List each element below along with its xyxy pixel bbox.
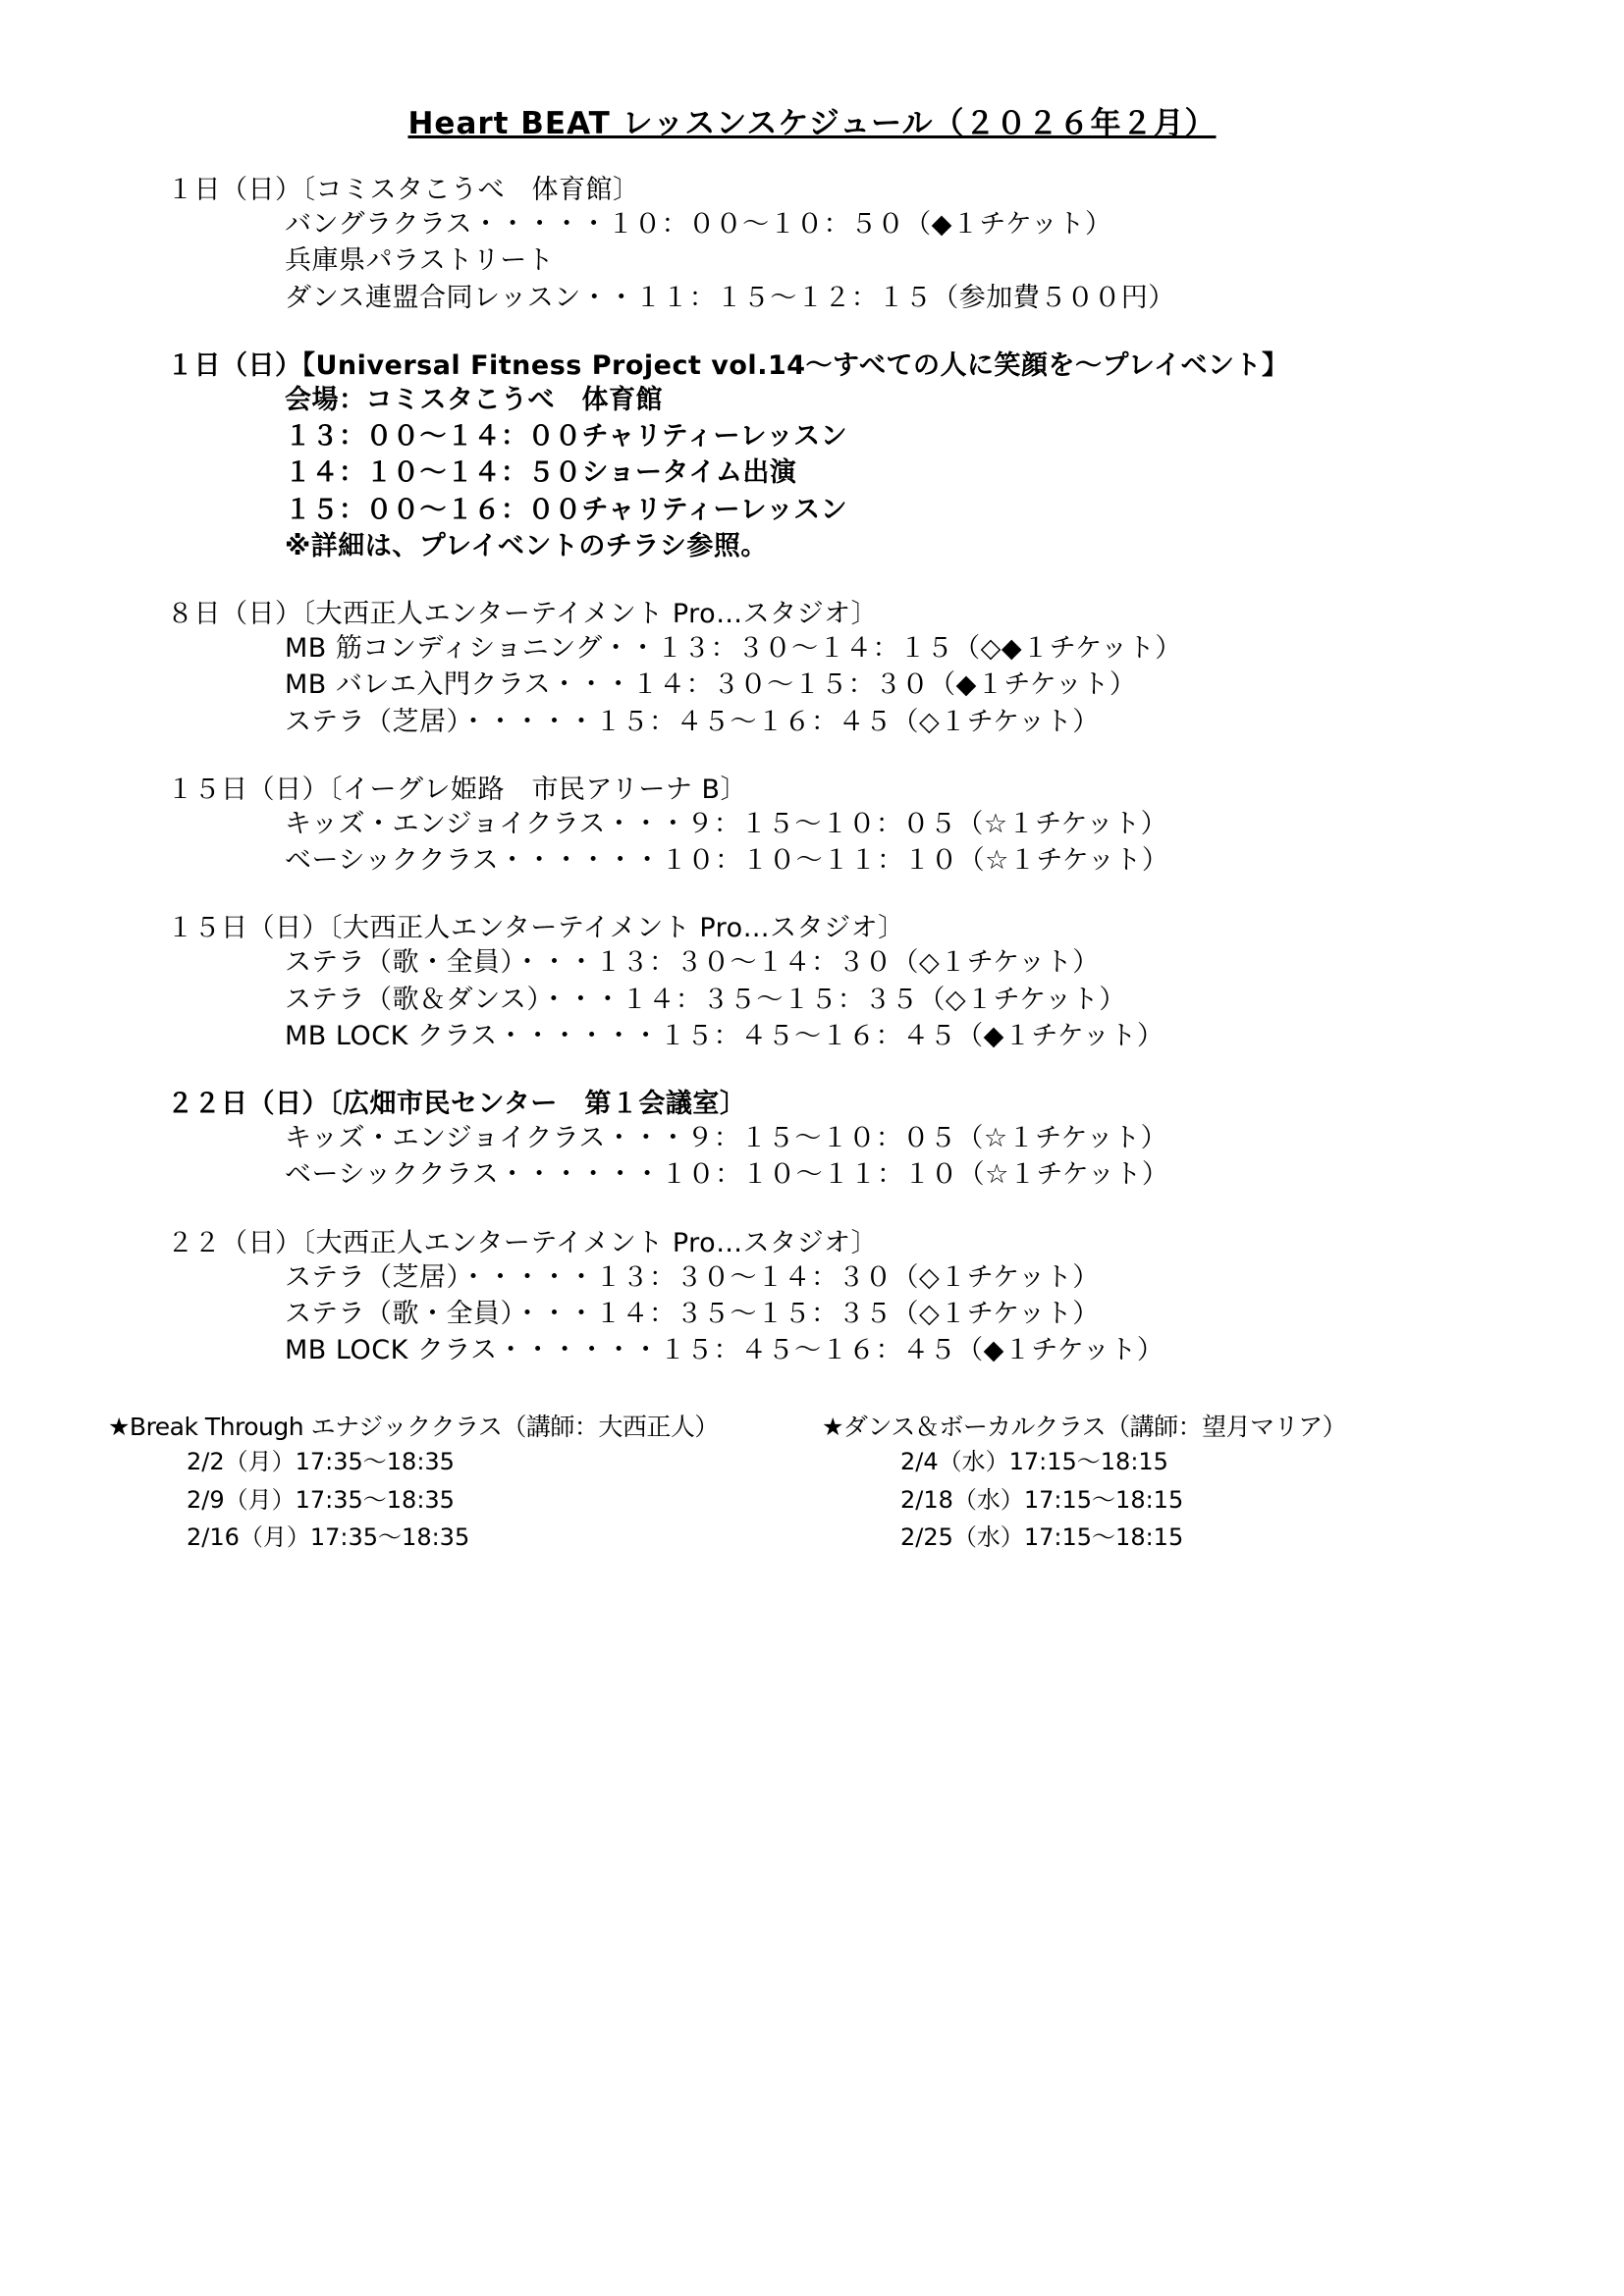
schedule-entry: ダンス連盟合同レッスン・・１１：１５〜１２：１５（参加費５００円） [285, 282, 1175, 313]
schedule-entry: MB バレエ入門クラス・・・１４：３０〜１５：３０（◆１チケット） [285, 669, 1137, 701]
schedule-entry: １３：００〜１４：００チャリティーレッスン [285, 421, 848, 452]
schedule-block [88, 344, 1536, 564]
weekly-class-cell: 2/25（水）17:15〜18:15 [900, 1523, 1184, 1552]
weekly-class-cell: 2/9（月）17:35〜18:35 [187, 1485, 455, 1514]
schedule-entry: バングラクラス・・・・・１０：００〜１０：５０（◆１チケット） [285, 209, 1112, 240]
weekly-class-row [108, 1481, 1536, 1519]
schedule-entry: MB LOCK クラス・・・・・・１５：４５〜１６：４５（◆１チケット） [285, 1020, 1164, 1051]
schedule-entry: ステラ（歌・全員）・・・１３：３０〜１４：３０（◇１チケット） [285, 947, 1100, 979]
schedule-entry: ステラ（歌・全員）・・・１４：３５〜１５：３５（◇１チケット） [285, 1298, 1100, 1329]
schedule-entry: ベーシッククラス・・・・・・１０：１０〜１１：１０（☆１チケット） [285, 845, 1169, 876]
schedule-block [88, 592, 1536, 740]
schedule-entry: １４：１０〜１４：５０ショータイム出演 [285, 457, 797, 489]
weekly-class-heading-right: ★ダンス＆ボーカルクラス（講師：望月マリア） [822, 1413, 1347, 1442]
weekly-class-section [88, 1408, 1536, 1556]
page-title: Heart BEAT レッスンスケジュール（２０２６年２月） [407, 106, 1217, 141]
weekly-class-row [108, 1519, 1536, 1556]
schedule-entry: キッズ・エンジョイクラス・・・９：１５〜１０：０５（☆１チケット） [285, 808, 1168, 839]
schedule-block-heading: １日（日）〔コミスタこうべ 体育館〕 [167, 175, 640, 205]
schedule-entry: ベーシッククラス・・・・・・１０：１０〜１１：１０（☆１チケット） [285, 1159, 1169, 1191]
schedule-block-heading: ２２（日）〔大西正人エンターテイメント Pro…スタジオ〕 [167, 1227, 879, 1258]
schedule-entry: MB 筋コンディショニング・・１３：３０〜１４：１５（◇◆１チケット） [285, 633, 1182, 664]
schedule-block [88, 1082, 1536, 1194]
weekly-class-heading-left: ★Break Through エナジッククラス（講師：大西正人） [108, 1413, 719, 1442]
schedule-block-heading: １５日（日）〔大西正人エンターテイメント Pro…スタジオ〕 [167, 913, 905, 944]
schedule-block [88, 906, 1536, 1054]
schedule-block-heading: １５日（日）〔イーグレ姫路 市民アリーナ B〕 [167, 774, 748, 805]
weekly-class-cell: 2/2（月）17:35〜18:35 [187, 1448, 455, 1476]
schedule-block [88, 1221, 1536, 1369]
schedule-block-heading: ８日（日）〔大西正人エンターテイメント Pro…スタジオ〕 [167, 599, 879, 629]
schedule-entry: ステラ（歌＆ダンス）・・・１４：３５〜１５：３５（◇１チケット） [285, 984, 1126, 1015]
weekly-class-cell: 2/16（月）17:35〜18:35 [187, 1523, 470, 1552]
schedule-entry: ステラ（芝居）・・・・・１３：３０〜１４：３０（◇１チケット） [285, 1261, 1100, 1293]
schedule-block [88, 168, 1536, 316]
schedule-entry: 兵庫県パラストリート [285, 245, 555, 277]
schedule-block-heading: ２２日（日）〔広畑市民センター 第１会議室〕 [167, 1089, 747, 1119]
weekly-class-row [108, 1443, 1536, 1480]
schedule-entry: キッズ・エンジョイクラス・・・９：１５〜１０：０５（☆１チケット） [285, 1123, 1168, 1153]
schedule-block [88, 768, 1536, 880]
weekly-class-cell: 2/4（水）17:15〜18:15 [900, 1448, 1168, 1476]
schedule-entry: １５：００〜１６：００チャリティーレッスン [285, 494, 848, 525]
schedule-entry: ステラ（芝居）・・・・・１５：４５〜１６：４５（◇１チケット） [285, 706, 1100, 737]
schedule-entry: ※詳細は、プレイベントのチラシ参照。 [285, 530, 768, 561]
schedule-entry: 会場：コミスタこうべ 体育館 [285, 384, 663, 415]
schedule-entry: MB LOCK クラス・・・・・・１５：４５〜１６：４５（◆１チケット） [285, 1335, 1164, 1365]
schedule-block-heading: １日（日）【Universal Fitness Project vol.14〜すべての人に笑顔を〜プレイベント】 [167, 349, 1289, 381]
weekly-class-cell: 2/18（水）17:15〜18:15 [900, 1485, 1184, 1514]
